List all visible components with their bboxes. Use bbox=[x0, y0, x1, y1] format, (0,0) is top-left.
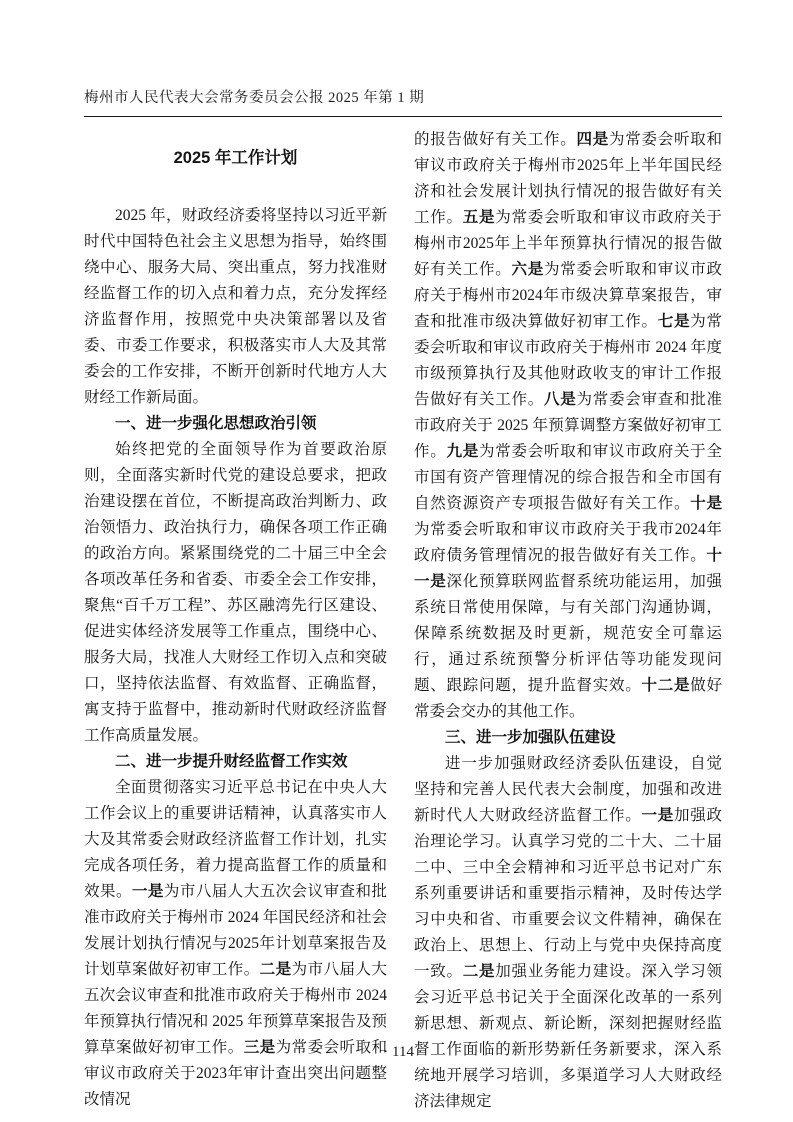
left-column bbox=[84, 127, 387, 1115]
header-title: 梅州市人民代表大会常务委员会公报 2025 年第 1 期 bbox=[84, 90, 425, 106]
bold-run: 十二是 bbox=[641, 677, 691, 694]
bold-run: 二是 bbox=[259, 961, 292, 978]
paragraph-section-2-continuation bbox=[414, 127, 722, 725]
bold-run: 三是 bbox=[243, 1039, 276, 1056]
text-run: 为常委会听取和审议市政府关于梅州市2025年上半年预算执行情况的报告做好有关工作。 bbox=[414, 209, 722, 278]
text-run: 为常委会听取和审议市政府关于梅州市2024年市级决算草案报告，审查和批准市级决算做好初审工作。 bbox=[414, 261, 722, 330]
bold-run: 七是 bbox=[657, 313, 691, 330]
text-run: 为市八届人大五次会议审查和批准市政府关于梅州市 2024 年国民经济和社会发展计划执行情况与2025年计划草案报告及计划草案做好初审工作。 bbox=[84, 883, 387, 978]
text-run: 加强业务能力建设。深入学习领会习近平总书记关于全面深化改革的一系列新思想、新观点、新论断，深刻把握财经监督工作面临的新形势新任务新要求，深入系统地开展学习培训，多渠道学习人大财政经济法律规定 bbox=[414, 963, 722, 1110]
bold-run: 八是 bbox=[543, 391, 577, 408]
text-run: 进一步加强财政经济委队伍建设，自觉坚持和完善人民代表大会制度，加强和改进新时代人大财政经济监督工作。 bbox=[414, 755, 722, 824]
text-run: 为常委会听取和审议市政府关于梅州市2025年上半年国民经济和社会发展计划执行情况的报告做好有关工作。 bbox=[414, 131, 722, 226]
section-heading-1: 一、进一步强化思想政治引领 bbox=[115, 415, 317, 432]
bold-run: 十一是 bbox=[414, 547, 722, 590]
header-divider bbox=[84, 116, 722, 117]
text-run: 为市八届人大五次会议审查和批准市政府关于梅州市 2024 年预算执行情况和 2025 年预算草案报告及预算草案做好初审工作。 bbox=[84, 961, 387, 1056]
text-run: 为常委会审查和批准市政府关于 2025 年预算调整方案做好初审工作。 bbox=[414, 391, 722, 460]
text-run: 为常委会听取和审议市政府关于我市2024年政府债务管理情况的报告做好有关工作。 bbox=[414, 521, 722, 564]
section-heading-3: 三、进一步加强队伍建设 bbox=[445, 729, 616, 746]
text-run: 全面贯彻落实习近平总书记在中央人大工作会议上的重要讲话精神，认真落实市人大及其常委会财政经济监督工作计划，扎实完成各项任务，着力提高监督工作的质量和效果。 bbox=[84, 779, 387, 900]
text-run: 加强政治理论学习。认真学习党的二十大、二十届二中、三中全会精神和习近平总书记对广东系列重要讲话和重要指示精神，及时传达学习中央和省、市重要会议文件精神，确保在政治上、思想上、行动上与党中央保持高度一致。 bbox=[414, 807, 722, 980]
paragraph-section-2 bbox=[84, 775, 387, 1113]
bold-run: 九是 bbox=[446, 443, 479, 460]
article-body bbox=[84, 127, 722, 1115]
footer-page-number: · 114 · bbox=[383, 1044, 423, 1060]
paragraph-section-1: 始终把党的全面领导作为首要政治原则，全面落实新时代党的建设总要求，把政治建设摆在首位，不断提高政治判断力、政治领悟力、政治执行力，确保各项工作正确的政治方向。紧紧围绕党的二十届三中全会各项改革任务和省委、市委全会工作安排，聚焦“百千万工程”、苏区融湾先行区建设、促进实体经济发展等工作重点，围绕中心、服务大局，找准人大财经工作切入点和突破口，坚持依法监督、有效监督、正确监督，寓支持于监督中，推动新时代财政经济监督工作高质量发展。 bbox=[84, 441, 387, 744]
bold-run: 一是 bbox=[131, 883, 164, 900]
text-run: 为常委会听取和审议市政府关于2023年审计查出突出问题整改情况 bbox=[84, 1039, 387, 1108]
bold-run: 十是 bbox=[690, 495, 722, 512]
text-run: 深化预算联网监督系统功能运用，加强系统日常使用保障，与有关部门沟通协调，保障系统数据及时更新，规范安全可靠运行，通过系统预警分析评估等功能发现问题、跟踪问题，提升监督实效。 bbox=[414, 573, 722, 694]
text-run: 的报告做好有关工作。 bbox=[414, 131, 577, 148]
paragraph-intro: 2025 年，财政经济委将坚持以习近平新时代中国特色社会主义思想为指导，始终围绕中心、服务大局、突出重点，努力找准财经监督工作的切入点和着力点，充分发挥经济监督作用，按照党中央决策部署以及省委、市委工作要求，积极落实市人大及其常委会的工作安排，不断开创新时代地方人大财经工作新局面。 bbox=[84, 207, 387, 406]
text-run: 做好常委会交办的其他工作。 bbox=[414, 677, 722, 720]
bold-run: 四是 bbox=[576, 131, 609, 148]
text-run: 为常委会听取和审议市政府关于梅州市 2024 年度市级预算执行及其他财政收支的审计工作报告做好有关工作。 bbox=[414, 313, 722, 408]
bold-run: 六是 bbox=[511, 261, 544, 278]
right-column bbox=[414, 127, 722, 1115]
bold-run: 五是 bbox=[462, 209, 496, 226]
text-run: 为常委会听取和审议市政府关于全市国有资产管理情况的综合报告和全市国有自然资源资产专项报告做好有关工作。 bbox=[414, 443, 722, 512]
article-title: 2025 年工作计划 bbox=[173, 149, 298, 167]
section-heading-2: 二、进一步提升财经监督工作实效 bbox=[115, 753, 348, 770]
bold-run: 二是 bbox=[462, 963, 496, 980]
bold-run: 一是 bbox=[641, 807, 674, 824]
